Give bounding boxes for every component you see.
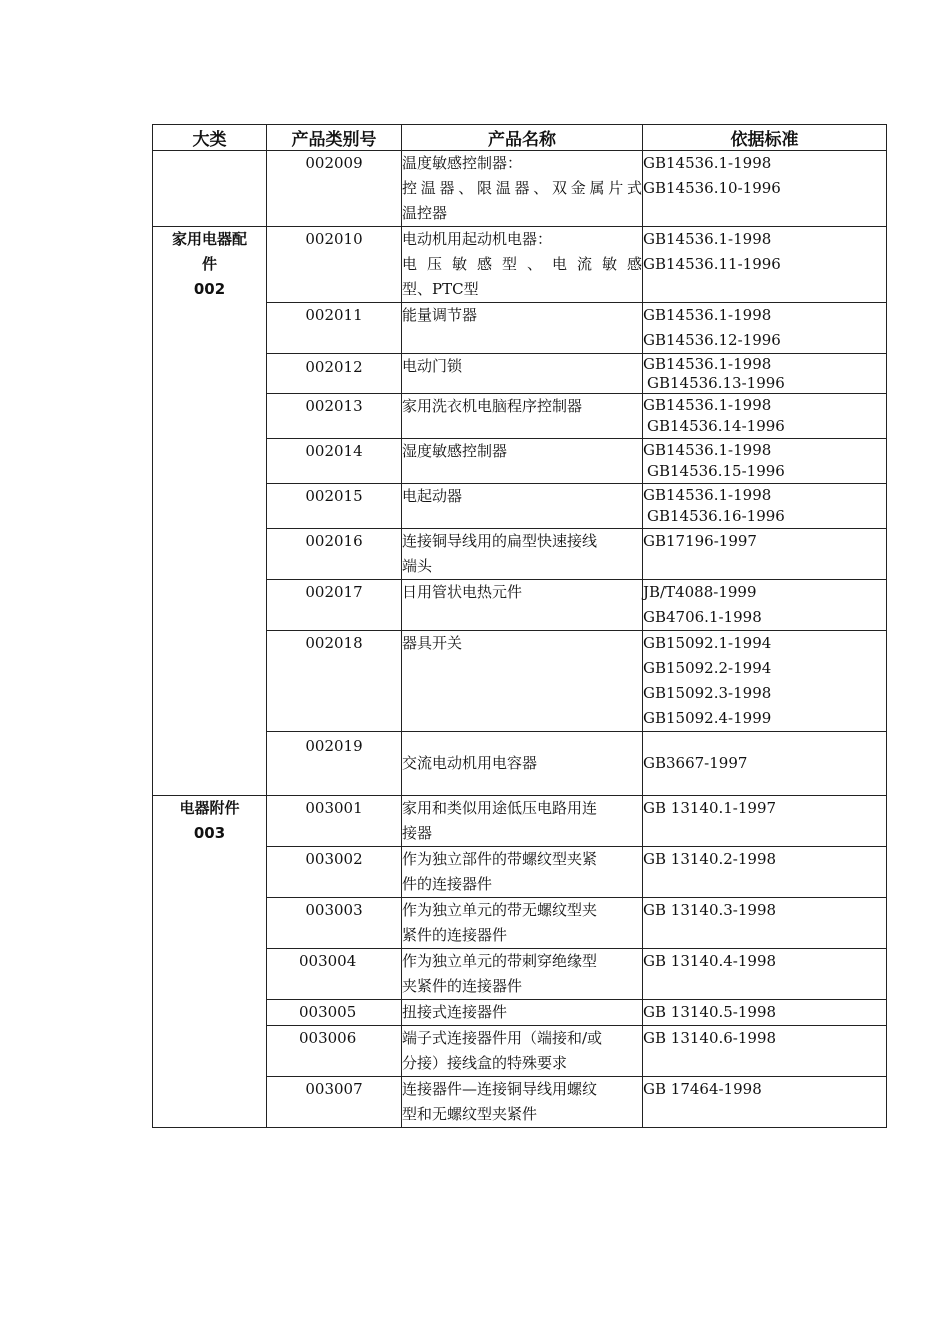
- product-name: 家用和类似用途低压电路用连 接器: [402, 796, 643, 847]
- standard-list: GB 13140.5-1998: [643, 1000, 887, 1026]
- standard-list: GB 13140.3-1998: [643, 898, 887, 949]
- standards-table: [152, 124, 887, 1128]
- category-electrical-accessories: 电器附件 003: [153, 796, 267, 1128]
- product-code: 002019: [267, 732, 402, 796]
- product-name: 家用洗衣机电脑程序控制器: [402, 394, 643, 439]
- product-name: 连接器件—连接铜导线用螺纹 型和无螺纹型夹紧件: [402, 1077, 643, 1128]
- product-name: 器具开关: [402, 631, 643, 732]
- product-code: 002018: [267, 631, 402, 732]
- product-code: 002013: [267, 394, 402, 439]
- header-row: [153, 125, 887, 151]
- header-code: 产品类别号: [267, 125, 402, 151]
- standard-list: GB17196-1997: [643, 529, 887, 580]
- product-code: 002009: [267, 151, 402, 227]
- category-cell-empty: [153, 151, 267, 227]
- standard-list: JB/T4088-1999 GB4706.1-1998: [643, 580, 887, 631]
- product-name: 端子式连接器件用（端接和/或 分接）接线盒的特殊要求: [402, 1026, 643, 1077]
- product-code: 002010: [267, 227, 402, 303]
- standard-list: GB3667-1997: [643, 732, 887, 796]
- product-code: 002012: [267, 354, 402, 394]
- header-standard: 依据标准: [643, 125, 887, 151]
- header-product-name: 产品名称: [402, 125, 643, 151]
- product-code: 003007: [267, 1077, 402, 1128]
- product-name: 连接铜导线用的扁型快速接线 端头: [402, 529, 643, 580]
- product-name: 作为独立单元的带刺穿绝缘型 夹紧件的连接器件: [402, 949, 643, 1000]
- standard-list: GB14536.1-1998 GB14536.13-1996: [643, 354, 887, 394]
- product-code: 003003: [267, 898, 402, 949]
- table-row: [153, 796, 887, 847]
- product-name: 电起动器: [402, 484, 643, 529]
- standard-list: GB14536.1-1998 GB14536.10-1996: [643, 151, 887, 227]
- product-name: 作为独立部件的带螺纹型夹紧 件的连接器件: [402, 847, 643, 898]
- product-code: 002014: [267, 439, 402, 484]
- header-category: 大类: [153, 125, 267, 151]
- product-name: 电动机用起动机电器： 电压敏感型、电流敏感 型、PTC型: [402, 227, 643, 303]
- product-code: 002017: [267, 580, 402, 631]
- product-name: 温度敏感控制器： 控温器、限温器、双金属片式 温控器: [402, 151, 643, 227]
- product-name: 日用管状电热元件: [402, 580, 643, 631]
- product-code: 003006: [267, 1026, 402, 1077]
- standard-list: GB 13140.6-1998: [643, 1026, 887, 1077]
- product-code: 002016: [267, 529, 402, 580]
- standard-list: GB14536.1-1998 GB14536.14-1996: [643, 394, 887, 439]
- category-household-appliance-parts: 家用电器配 件 002: [153, 227, 267, 796]
- product-code: 003001: [267, 796, 402, 847]
- product-name: 湿度敏感控制器: [402, 439, 643, 484]
- product-code: 003005: [267, 1000, 402, 1026]
- product-code: 003004: [267, 949, 402, 1000]
- standard-list: GB14536.1-1998 GB14536.15-1996: [643, 439, 887, 484]
- product-name: 交流电动机用电容器: [402, 732, 643, 796]
- product-name: 作为独立单元的带无螺纹型夹 紧件的连接器件: [402, 898, 643, 949]
- standard-list: GB 13140.4-1998: [643, 949, 887, 1000]
- product-code: 003002: [267, 847, 402, 898]
- standard-list: GB14536.1-1998 GB14536.16-1996: [643, 484, 887, 529]
- standard-list: GB 13140.1-1997: [643, 796, 887, 847]
- product-name: 能量调节器: [402, 303, 643, 354]
- standard-list: GB 13140.2-1998: [643, 847, 887, 898]
- standard-list: GB14536.1-1998 GB14536.11-1996: [643, 227, 887, 303]
- standard-list: GB 17464-1998: [643, 1077, 887, 1128]
- table-row: [153, 151, 887, 227]
- standard-list: GB14536.1-1998 GB14536.12-1996: [643, 303, 887, 354]
- product-code: 002011: [267, 303, 402, 354]
- product-code: 002015: [267, 484, 402, 529]
- table-row: [153, 227, 887, 303]
- standard-list: GB15092.1-1994 GB15092.2-1994 GB15092.3-1998 GB15092.4-1999: [643, 631, 887, 732]
- product-name: 电动门锁: [402, 354, 643, 394]
- product-name: 扭接式连接器件: [402, 1000, 643, 1026]
